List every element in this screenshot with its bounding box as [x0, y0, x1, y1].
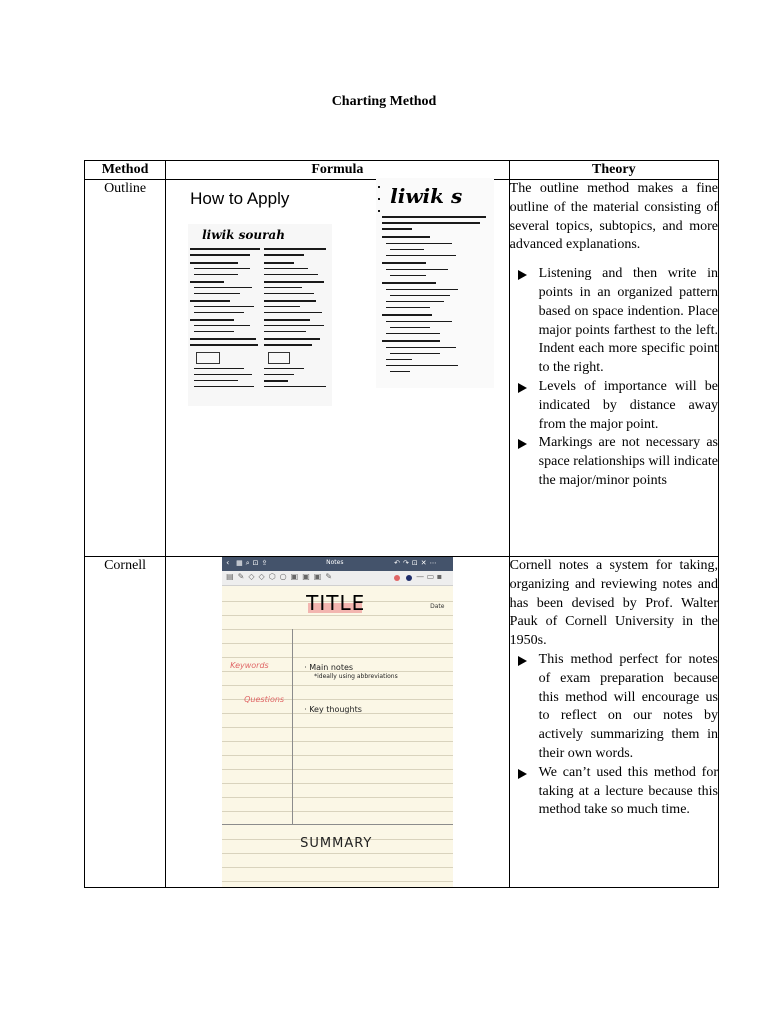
table-row-cornell — [85, 557, 719, 888]
arrow-bullet-icon — [518, 439, 527, 449]
notes-app-title: Notes — [326, 559, 344, 566]
theory-cell-cornell — [509, 557, 718, 888]
back-chevron-icon: ‹ — [226, 558, 230, 567]
cornell-main-notes-sub: *ideally using abbreviations — [314, 673, 398, 680]
toolbar-icons-right: ↶↷⊡✕⋯ — [394, 559, 440, 567]
arrow-bullet-icon — [518, 656, 527, 666]
cornell-theory-intro: Cornell notes a system for taking, organizing and reviewing notes and has been devised by Prof. Walter Pauk of Cornell University in the 1950s. — [509, 558, 718, 649]
note-title-left: liwik sourah — [202, 228, 285, 242]
charting-method-table — [84, 160, 719, 888]
outline-notes-image-right — [376, 178, 494, 388]
cornell-title: TITLE — [306, 591, 366, 615]
method-cell-outline: Outline — [85, 180, 166, 557]
notes-app-toolbar — [222, 557, 453, 571]
table-row-outline — [85, 180, 719, 557]
formula-cell-outline — [166, 180, 510, 557]
theory-cell-outline — [509, 180, 718, 557]
header-formula: Formula — [166, 161, 510, 180]
cornell-summary: SUMMARY — [300, 836, 373, 851]
drawing-tools-icons: ▤✎◇◇⬡○▣▣▣✎ — [226, 572, 337, 581]
method-cell-cornell: Cornell — [85, 557, 166, 888]
cornell-notes-image — [222, 557, 453, 887]
formula-cell-cornell — [166, 557, 510, 888]
list-item: This method perfect for notes of exam preparation because this method will encourage us to reflect on our notes by actively summarizing them in their own words. — [510, 651, 718, 764]
cue-column-divider — [292, 629, 293, 825]
list-item: Markings are not necessary as space relationships will indicate the major/minor points — [510, 434, 718, 490]
red-color-swatch — [394, 575, 400, 581]
arrow-bullet-icon — [518, 270, 527, 280]
cornell-bullet-list — [510, 651, 718, 820]
outline-bullet-list — [510, 265, 718, 491]
note-title-right: liwik s — [390, 184, 463, 208]
page-title: Charting Method — [331, 94, 437, 109]
cornell-keywords: Keywords — [230, 661, 269, 670]
toolbar-icons-left: ▦⌕⊡⇪ — [236, 559, 271, 567]
header-theory: Theory — [509, 161, 718, 180]
arrow-bullet-icon — [518, 383, 527, 393]
summary-divider — [222, 824, 453, 825]
outline-theory-intro: The outline method makes a fine outline of the material consisting of several topics, subtopics, and more advanced explanations. — [509, 181, 718, 253]
navy-color-swatch — [406, 575, 412, 581]
list-item: We can’t used this method for taking at a lecture because this method take so much time. — [510, 764, 718, 820]
arrow-bullet-icon — [518, 769, 527, 779]
cornell-main-notes: · Main notes — [304, 663, 354, 672]
outline-notes-image-left — [188, 224, 332, 406]
cornell-date: Date — [430, 603, 445, 610]
cornell-questions: Questions — [244, 695, 285, 704]
header-method: Method — [85, 161, 166, 180]
how-to-apply-heading: How to Apply — [190, 189, 290, 208]
list-item: Levels of importance will be indicated by distance away from the major point. — [510, 378, 718, 434]
pen-width-icon: — ▭ ▪ — [416, 572, 443, 581]
list-item: Listening and then write in points in an organized pattern based on space indention. Place major points farthest to the left. Indent each more specific point to the right. — [510, 265, 718, 378]
cornell-key-thoughts: · Key thoughts — [304, 705, 362, 714]
notes-tools-bar — [222, 571, 453, 586]
table-header-row — [85, 161, 719, 180]
